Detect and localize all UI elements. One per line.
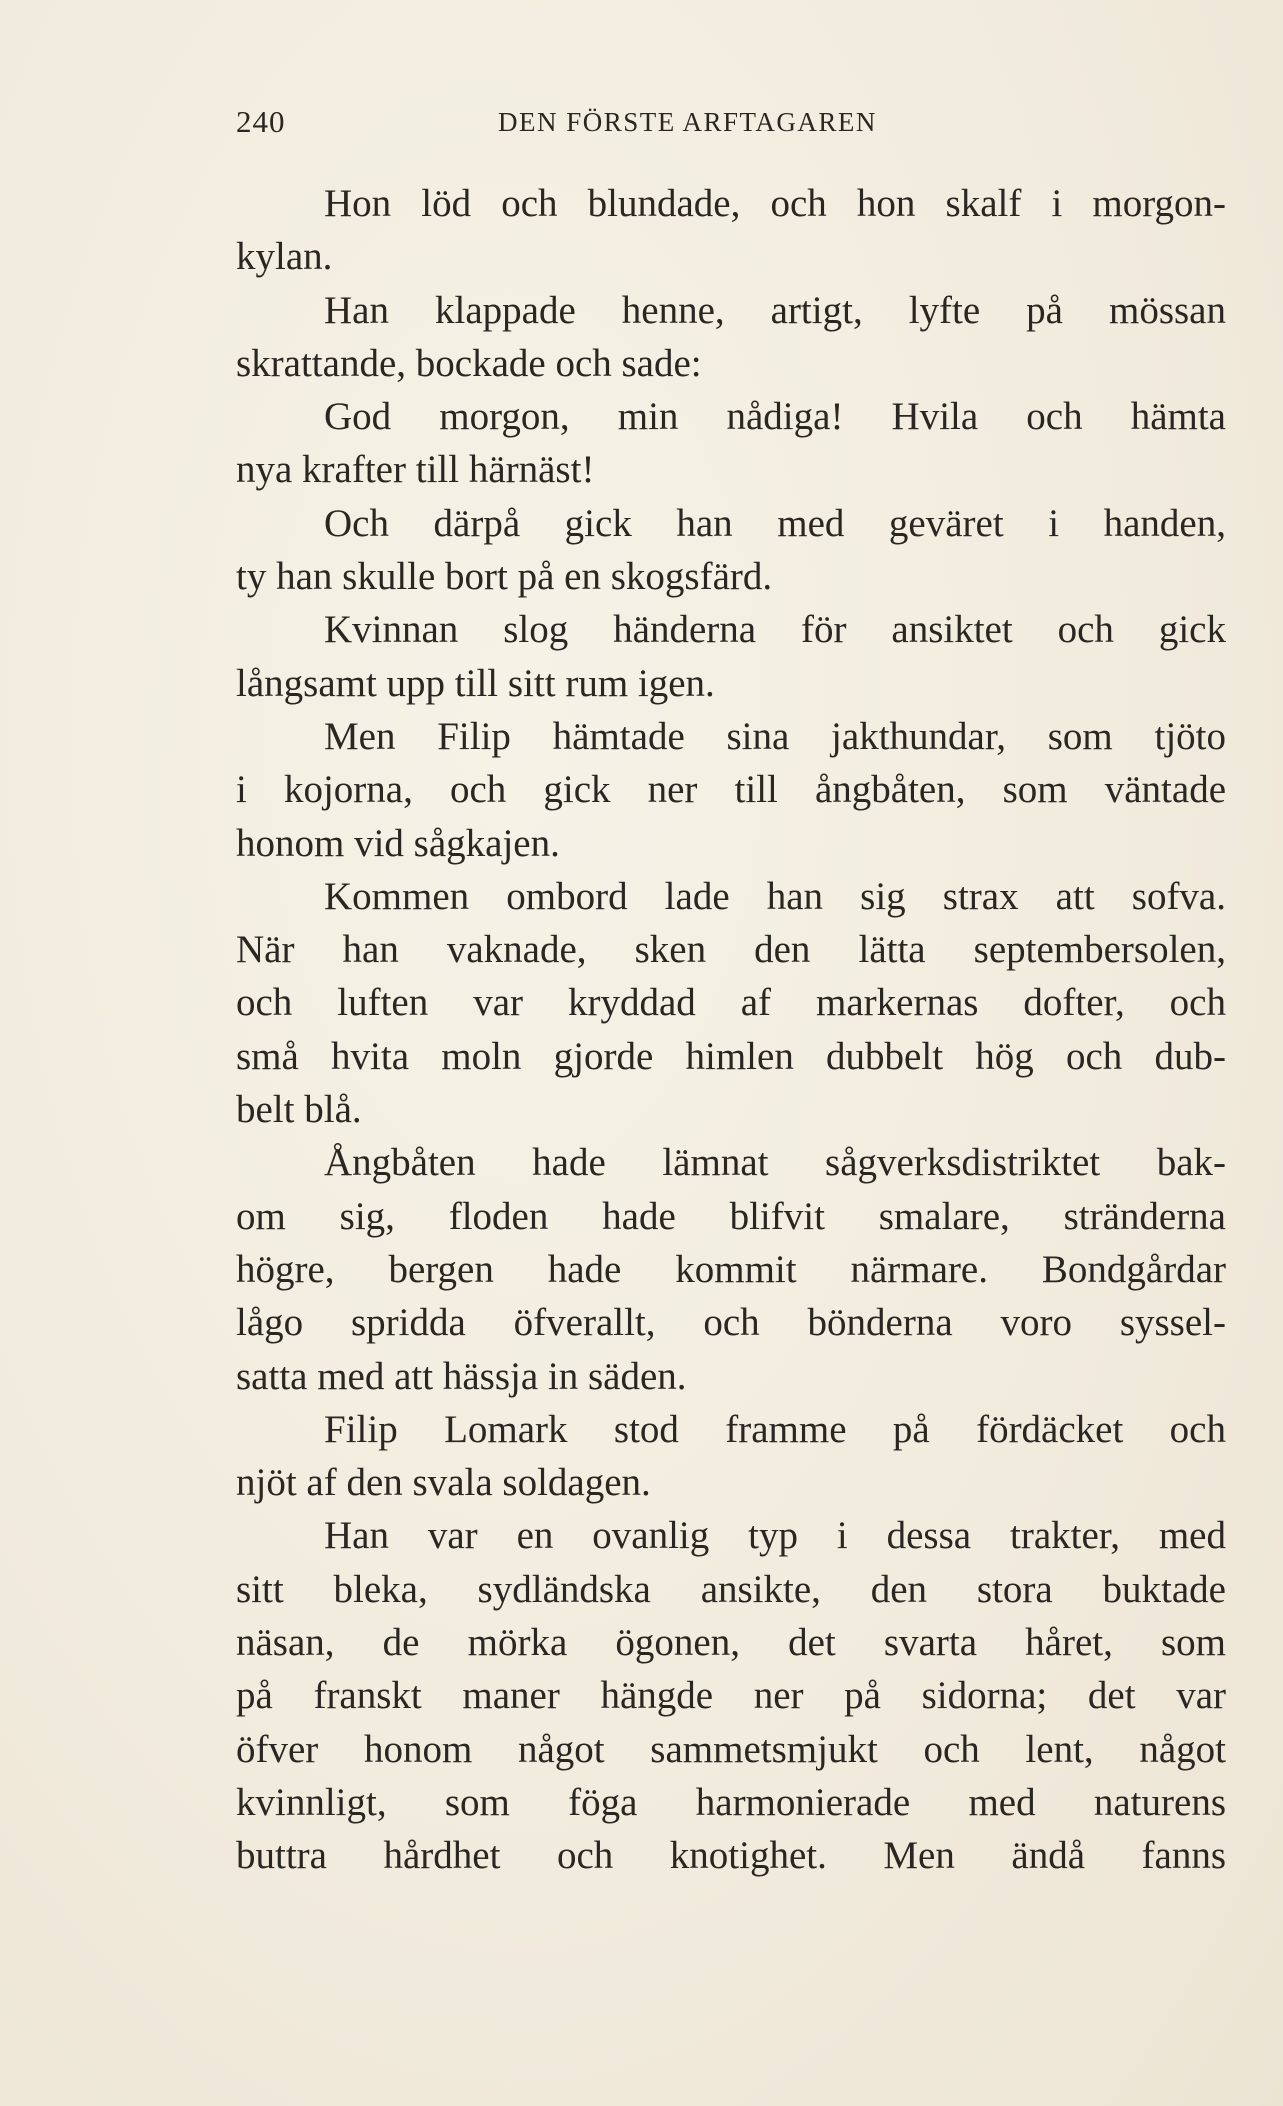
text-line: Men Filip hämtade sina jakthundar, som tjöto: [324, 714, 1226, 758]
text-line: Och därpå gick han med geväret i handen,: [324, 501, 1226, 545]
text-line: Han var en ovanlig typ i dessa trakter, med: [324, 1514, 1226, 1558]
text-line: Kvinnan slog händerna för ansiktet och gick: [324, 608, 1226, 652]
text-line: kvinnligt, som föga harmonierade med naturens: [236, 1780, 1226, 1824]
running-title: DEN FÖRSTE ARFTAGAREN: [498, 107, 877, 137]
text-line: Ångbåten hade lämnat sågverksdistriktet bak-: [324, 1141, 1226, 1185]
body-text: [236, 177, 1226, 1883]
text-line: sitt bleka, sydländska ansikte, den stora buktade: [236, 1567, 1226, 1611]
text-line: Kommen ombord lade han sig strax att sofva.: [324, 874, 1226, 918]
text-line: näsan, de mörka ögonen, det svarta håret, som: [236, 1621, 1226, 1665]
text-line: och luften var kryddad af markernas dofter, och: [236, 981, 1226, 1025]
text-line: ty han skulle bort på en skogsfärd.: [236, 555, 773, 599]
text-line: satta med att hässja in säden.: [236, 1354, 687, 1398]
text-line: öfver honom något sammetsmjukt och lent, något: [236, 1727, 1226, 1771]
page-header: [236, 98, 1226, 146]
text-line: i kojorna, och gick ner till ångbåten, som väntade: [236, 768, 1226, 812]
text-line: på franskt maner hängde ner på sidorna; det var: [236, 1674, 1226, 1718]
text-line: njöt af den svala soldagen.: [236, 1461, 651, 1505]
text-line: nya krafter till härnäst!: [236, 448, 595, 492]
text-line: När han vaknade, sken den lätta septembersolen,: [236, 928, 1226, 972]
text-line: God morgon, min nådiga! Hvila och hämta: [324, 395, 1226, 439]
text-line: belt blå.: [236, 1088, 362, 1132]
text-line: Filip Lomark stod framme på fördäcket och: [324, 1407, 1226, 1451]
text-line: kylan.: [236, 235, 333, 279]
text-line: om sig, floden hade blifvit smalare, stränderna: [236, 1194, 1226, 1238]
text-line: buttra hårdhet och knotighet. Men ändå fanns: [236, 1834, 1226, 1878]
text-line: Hon löd och blundade, och hon skalf i morgon-: [324, 182, 1226, 225]
text-line: honom vid sågkajen.: [236, 821, 560, 865]
text-line: Han klappade henne, artigt, lyfte på mössan: [324, 288, 1226, 332]
text-line: skrattande, bockade och sade:: [236, 341, 702, 385]
text-line: små hvita moln gjorde himlen dubbelt hög och dub-: [236, 1034, 1226, 1078]
text-line: långsamt upp till sitt rum igen.: [236, 661, 715, 705]
page-number: 240: [236, 104, 286, 139]
text-line: högre, bergen hade kommit närmare. Bondgårdar: [236, 1247, 1226, 1291]
text-line: lågo spridda öfverallt, och bönderna voro syssel-: [236, 1301, 1226, 1345]
